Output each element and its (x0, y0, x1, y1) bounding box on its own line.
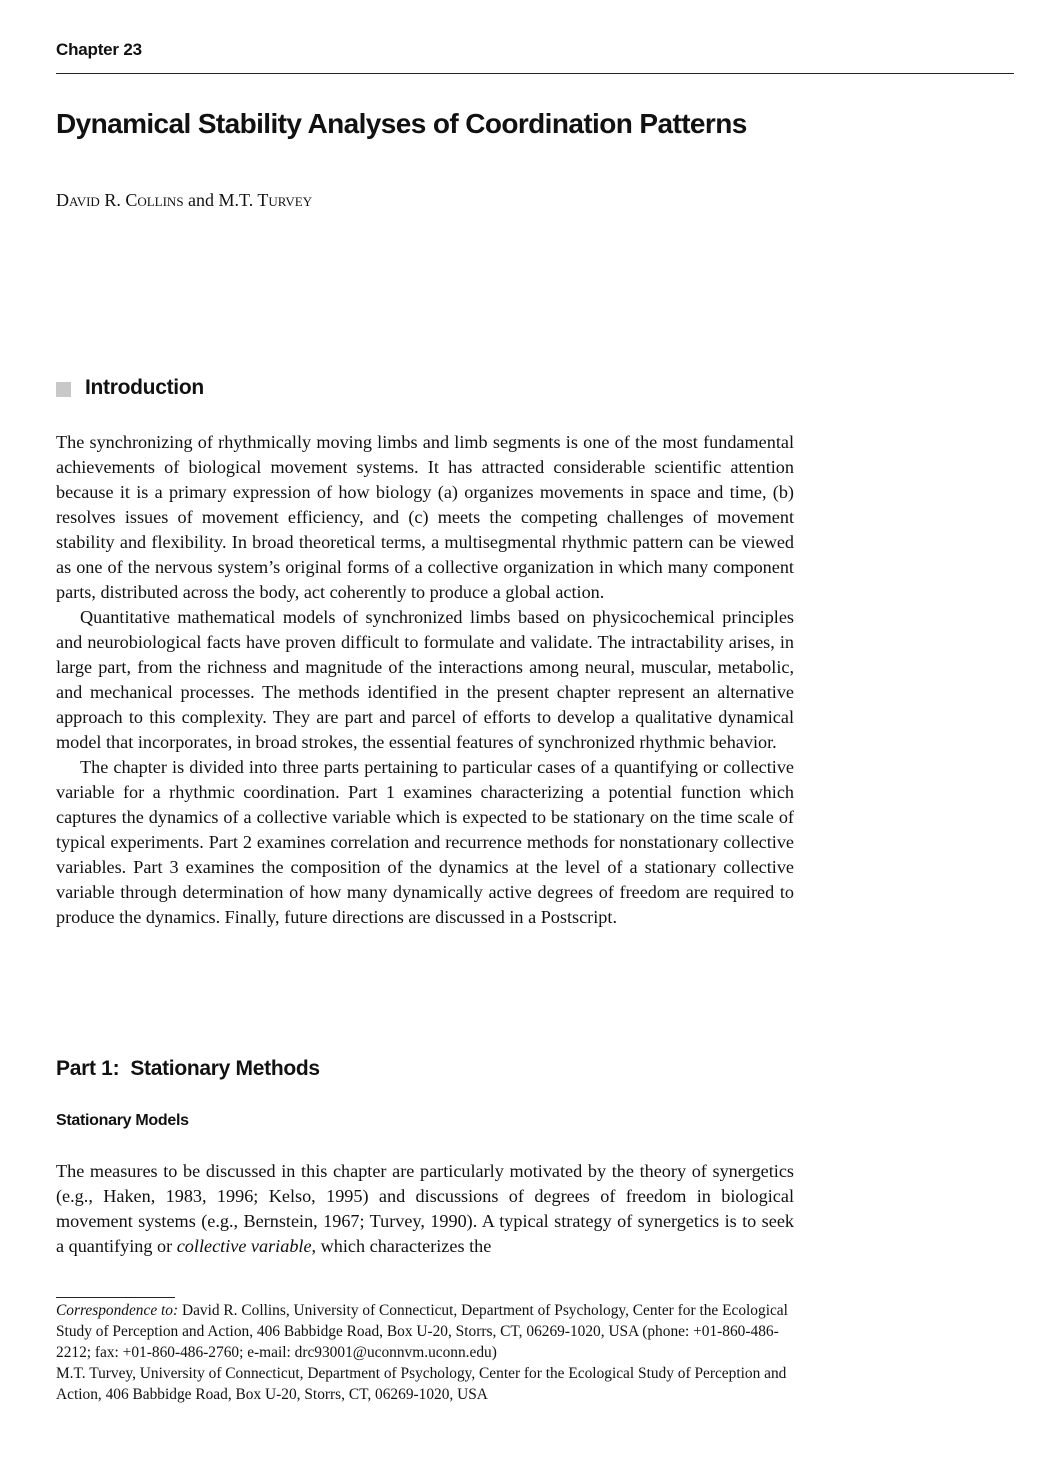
introduction-body (56, 430, 794, 930)
section-marker-square (56, 382, 71, 397)
intro-paragraph-3: The chapter is divided into three parts pertaining to particular cases of a quantifying or collective variable for a rhythmic coordination. Part 1 examines characterizing a potential function which captures the dynamics of a collective variable which is expected to be stationary on the time scale of typical experiments. Part 2 examines correlation and recurrence methods for nonstationary collective variables. Part 3 examines the composition of the dynamics at the level of a stationary collective variable through determination of how many dynamically active degrees of freedom are required to produce the dynamics. Finally, future directions are discussed in a Postscript. (56, 757, 794, 927)
intro-paragraph-2: Quantitative mathematical models of synchronized limbs based on physicochemical principles and neurobiological facts have proven difficult to formulate and validate. The intractability arises, in large part, from the richness and magnitude of the interactions among neural, muscular, metabolic, and mechanical processes. The methods identified in the present chapter represent an alternative approach to this complexity. They are part and parcel of efforts to develop a qualitative dynamical model that incorporates, in broad strokes, the essential features of synchronized rhythmic behavior. (56, 607, 794, 752)
author-connector: and (183, 190, 219, 210)
emphasis-collective-variable: collective variable (176, 1236, 312, 1256)
author-line (56, 190, 312, 211)
author-collins: David R. Collins (56, 190, 184, 210)
footnote-turvey-address: M.T. Turvey, University of Connecticut, Department of Psychology, Center for the Ecological Study of Perception and Action, 406 Babbidge Road, Box U-20, Storrs, CT, 06269-1020, USA (56, 1365, 787, 1403)
footnote-correspondence (56, 1300, 798, 1363)
part1-text-start: The measures to be discussed in this chapter are particularly motivated by the theory of synergetics (e.g., Haken, 1983, 1996; Kelso, 1995) and discussions of degrees of freedom in biological movement systems (e.g., Bernstein, 1967; Turvey, 1990). A typical strategy of synergetics is to seek a quantifying or (56, 1161, 794, 1256)
chapter-title: Dynamical Stability Analyses of Coordination Patterns (56, 108, 747, 139)
header-rule (56, 73, 1014, 74)
part-heading: Part 1: Stationary Methods (56, 1057, 320, 1080)
author-turvey: M.T. Turvey (218, 190, 313, 210)
part1-body (56, 1159, 794, 1259)
footnote-rule (56, 1297, 175, 1298)
part1-paragraph-1 (56, 1159, 794, 1259)
footnote-label: Correspondence to: (56, 1302, 179, 1319)
section-heading-label: Introduction (85, 376, 204, 399)
part1-text-end: , which characterizes the (311, 1236, 492, 1256)
intro-paragraph-1: The synchronizing of rhythmically moving limbs and limb segments is one of the most fundamental achievements of biological movement systems. It has attracted considerable scientific attention because it is a primary expression of how biology (a) organizes movements in space and time, (b) resolves issues of movement efficiency, and (c) meets the competing challenges of movement stability and flexibility. In broad theoretical terms, a multisegmental rhythmic pattern can be viewed as one of the nervous system’s original forms of a collective organization in which many component parts, distributed across the body, act coherently to produce a global action. (56, 432, 794, 602)
footnote-collins-address: David R. Collins, University of Connecticut, Department of Psychology, Center for the Ecological Study of Perception and Action, 406 Babbidge Road, Box U-20, Storrs, CT, 06269-1020, USA (phone: +01-860-486-2212; fax: +01-860-486-2760; e-mail: drc93001@uconnvm.uconn.edu) (56, 1302, 788, 1361)
footnote (56, 1300, 798, 1405)
running-head: Chapter 23 (56, 40, 142, 59)
subsection-heading: Stationary Models (56, 1112, 189, 1129)
section-heading-introduction (56, 376, 204, 400)
